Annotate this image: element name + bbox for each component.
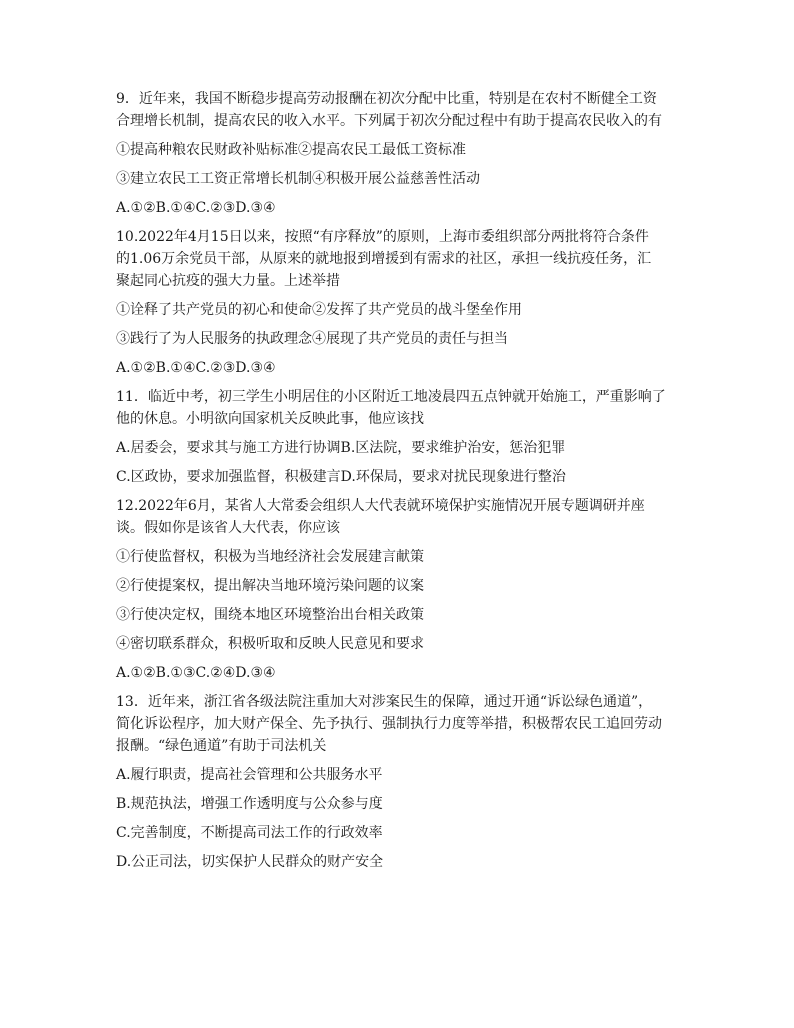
question-13-option-a: A.履行职责，提高社会管理和公共服务水平 [116,767,383,783]
question-10-stem-line-1: 10.2022年4月15日以来，按照“有序释放”的原则，上海市委组织部分两批将符合条件 [116,229,649,245]
question-11 [116,386,686,488]
question-12-option-line-4: ④密切联系群众，积极听取和反映人民意见和要求 [116,636,424,652]
question-13-stem-line-3: 报酬。“绿色通道”有助于司法机关 [116,738,327,754]
question-12-stem-line-2: 谈。假如你是该省人大代表，你应该 [116,520,340,536]
question-13-option-b: B.规范执法，增强工作透明度与公众参与度 [116,796,383,812]
question-12-stem-line-1: 12.2022年6月，某省人大常委会组织人大代表就环境保护实施情况开展专题调研并座 [116,498,645,514]
question-12 [116,495,686,684]
question-9 [116,88,686,219]
question-13-option-d: D.公正司法，切实保护人民群众的财产安全 [116,854,384,870]
question-11-option-line-1: A.居委会，要求其与施工方进行协调B.区法院，要求维护治安，惩治犯罪 [116,440,566,456]
question-9-option-line-2: ③建立农民工工资正常增长机制④积极开展公益慈善性活动 [116,171,480,187]
question-10-stem-line-3: 聚起同心抗疫的强大力量。上述举措 [116,273,340,289]
question-10-option-line-1: ①诠释了共产党员的初心和使命②发挥了共产党员的战斗堡垒作用 [116,302,522,318]
question-13 [116,691,686,873]
question-9-stem-line-2: 合理增长机制，提高农民的收入水平。下列属于初次分配过程中有助于提高农民收入的有 [116,113,662,129]
question-10-stem-line-2: 的1.06万余党员干部，从原来的就地报到增援到有需求的社区，承担一线抗疫任务，汇 [116,251,652,267]
question-11-stem-line-1: 11．临近中考，初三学生小明居住的小区附近工地凌晨四五点钟就开始施工，严重影响了 [116,389,666,405]
question-12-option-line-1: ①行使监督权，积极为当地经济社会发展建言献策 [116,549,424,565]
question-12-answer-choices: A.①②B.①③C.②④D.③④ [116,665,276,681]
question-12-option-line-3: ③行使决定权，围绕本地区环境整治出台相关政策 [116,607,424,623]
question-10-answer-choices: A.①②B.①④C.②③D.③④ [116,360,276,376]
question-12-option-line-2: ②行使提案权，提出解决当地环境污染问题的议案 [116,578,424,594]
question-11-option-line-2: C.区政协，要求加强监督，积极建言D.环保局，要求对扰民现象进行整治 [116,469,566,485]
question-13-stem-line-2: 简化诉讼程序，加大财产保全、先予执行、强制执行力度等举措，积极帮农民工追回劳动 [116,716,662,732]
question-10-option-line-2: ③践行了为人民服务的执政理念④展现了共产党员的责任与担当 [116,331,508,347]
question-9-answer-choices: A.①②B.①④C.②③D.③④ [116,200,276,216]
question-9-stem-line-1: 9．近年来，我国不断稳步提高劳动报酬在初次分配中比重，特别是在农村不断健全工资 [116,91,657,107]
exam-page [116,88,686,873]
question-13-option-c: C.完善制度，不断提高司法工作的行政效率 [116,825,383,841]
question-10 [116,226,686,379]
question-9-option-line-1: ①提高种粮农民财政补贴标准②提高农民工最低工资标准 [116,142,466,158]
question-13-stem-line-1: 13．近年来，浙江省各级法院注重加大对涉案民生的保障，通过开通“诉讼绿色通道”， [116,694,653,710]
question-11-stem-line-2: 他的休息。小明欲向国家机关反映此事，他应该找 [116,411,424,427]
